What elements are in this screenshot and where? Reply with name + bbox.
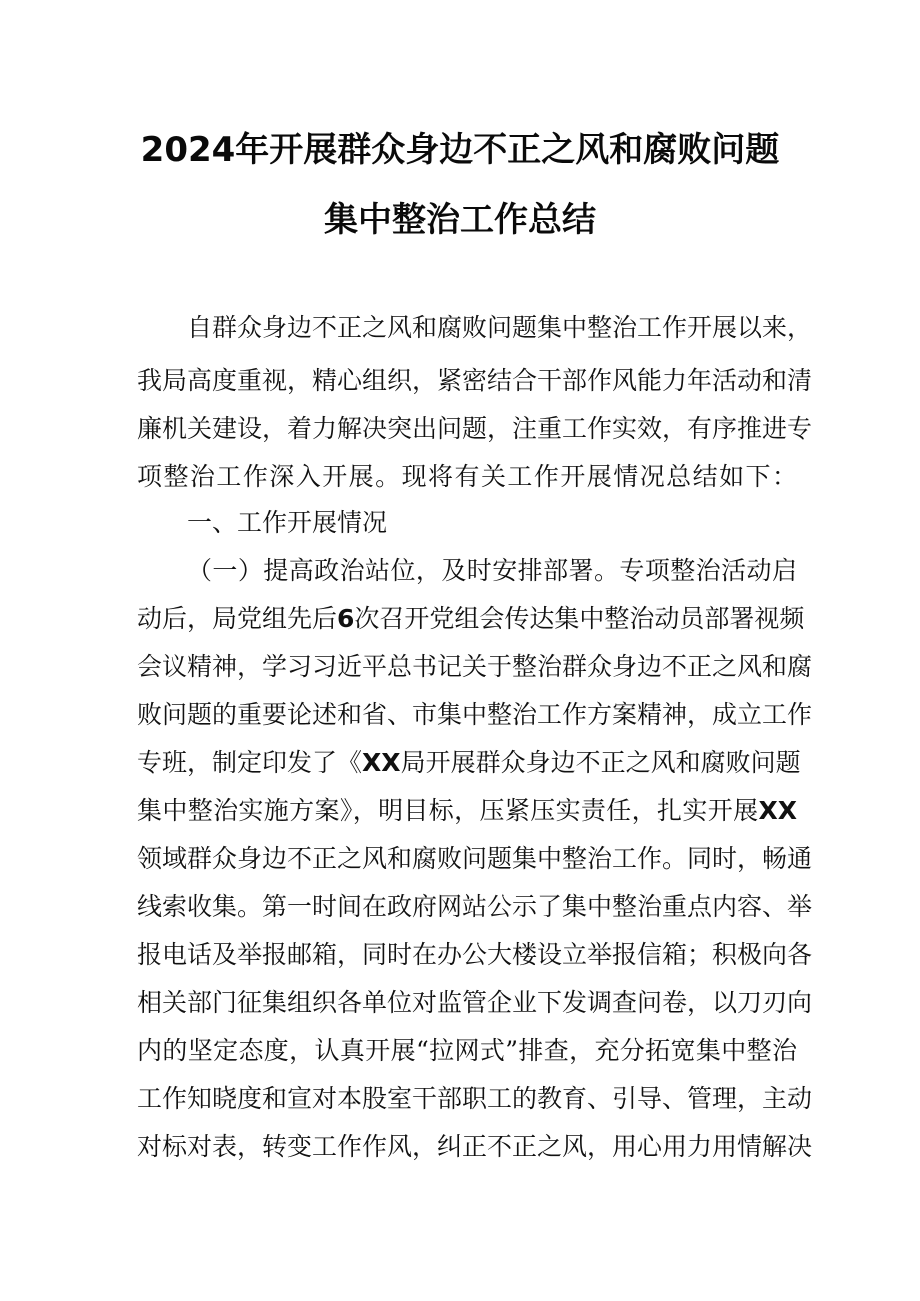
section1-line-2-number: 6: [337, 604, 355, 633]
section1-line-5-post: 局开展群众身边不正之风和腐败问题: [400, 748, 801, 777]
section-heading-1: 一、工作开展情况: [187, 508, 388, 537]
section1-line-6: [137, 796, 797, 826]
section1-line-6-xx: XX: [758, 796, 797, 825]
document-title-line-2: 集中整治工作总结: [324, 200, 596, 240]
section1-line-11: 内的坚定态度，认真开展“拉网式”排查，充分拓宽集中整治: [137, 1036, 797, 1065]
section1-line-10: 相关部门征集组织各单位对监管企业下发调查问卷，以刀刃向: [137, 988, 813, 1017]
section1-line-2-pre: 动后，局党组先后: [137, 604, 338, 633]
section1-line-8: 线索收集。第一时间在政府网站公示了集中整治重点内容、举: [137, 892, 813, 921]
intro-line-2: 我局高度重视，精心组织，紧密结合干部作风能力年活动和清: [137, 366, 813, 395]
intro-line-1: 自群众身边不正之风和腐败问题集中整治工作开展以来，: [187, 313, 813, 342]
section1-line-3: 会议精神，学习习近平总书记关于整治群众身边不正之风和腐: [137, 652, 813, 681]
section1-line-5-xx: XX: [362, 748, 401, 777]
section1-line-4: 败问题的重要论述和省、市集中整治工作方案精神，成立工作: [137, 700, 813, 729]
section1-line-6-pre: 集中整治实施方案》，明目标，压紧压实责任，扎实开展: [137, 796, 759, 825]
section1-line-1: （一）提高政治站位，及时安排部署。专项整治活动启: [187, 556, 797, 585]
intro-line-4: 项整治工作深入开展。现将有关工作开展情况总结如下：: [137, 462, 797, 491]
document-title-line-1: 2024年开展群众身边不正之风和腐败问题: [140, 130, 780, 170]
section1-line-5-pre: 专班，制定印发了《: [137, 748, 363, 777]
section1-line-5: [137, 748, 801, 778]
section1-line-12: 工作知晓度和宣对本股室干部职工的教育、引导、管理，主动: [137, 1084, 813, 1113]
section1-line-2: [137, 604, 805, 634]
section1-line-7: 领域群众身边不正之风和腐败问题集中整治工作。同时，畅通: [137, 844, 813, 873]
intro-line-3: 廉机关建设，着力解决突出问题，注重工作实效，有序推进专: [137, 414, 813, 443]
section1-line-13: 对标对表，转变工作作风，纠正不正之风，用心用力用情解决: [137, 1132, 813, 1161]
section1-line-2-post: 次召开党组会传达集中整治动员部署视频: [354, 604, 805, 633]
section1-line-9: 报电话及举报邮箱，同时在办公大楼设立举报信箱；积极向各: [137, 940, 813, 969]
